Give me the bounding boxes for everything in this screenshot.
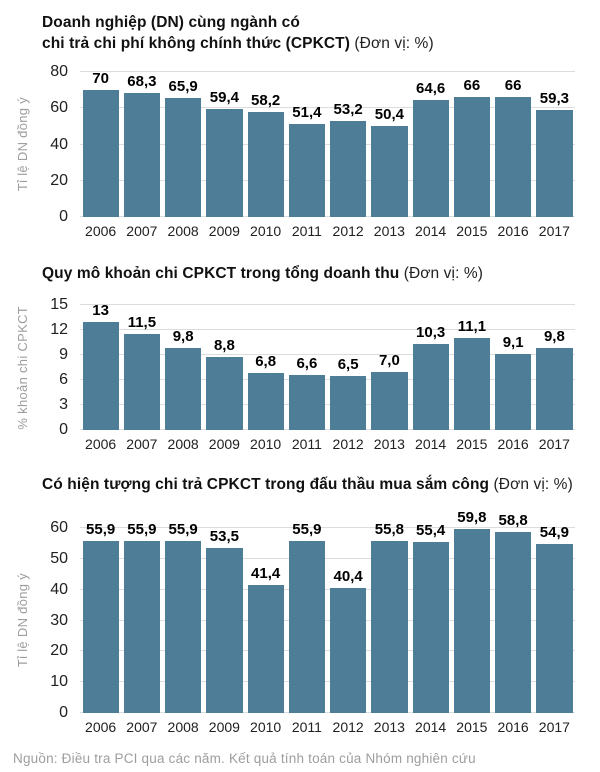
bar-slot-2010 (245, 72, 286, 217)
chart-cost-share-of-revenue (10, 263, 575, 452)
y-tick-label: 0 (59, 704, 68, 721)
chart-title-line (42, 263, 575, 284)
x-tick-label: 2017 (538, 436, 570, 452)
bar-2011 (289, 375, 325, 430)
y-axis-ticks (34, 296, 72, 438)
x-tick-label: 2011 (291, 223, 322, 239)
y-tick-label: 80 (50, 63, 68, 80)
bar-slot-2012 (328, 528, 369, 713)
bar-slot-2014 (410, 72, 451, 217)
bar-value-label: 58,8 (498, 511, 528, 529)
y-axis-ticks (34, 63, 72, 225)
x-tick-label: 2010 (250, 436, 282, 452)
chart-title-text: Quy mô khoản chi CPKCT trong tổng doanh thu (42, 265, 400, 282)
x-tick-label: 2013 (373, 436, 405, 452)
bar-value-label: 66 (463, 77, 481, 95)
x-tick-label: 2010 (250, 223, 282, 239)
y-axis-label (10, 305, 34, 430)
x-tick-label: 2011 (291, 719, 322, 735)
bar-2008 (165, 98, 201, 217)
bar-2013 (371, 126, 407, 217)
plot-row (10, 63, 575, 225)
x-tick-label: 2014 (415, 719, 447, 735)
bar-slot-2017 (534, 72, 575, 217)
x-tick-label: 2015 (456, 223, 488, 239)
x-tick-label: 2015 (456, 436, 488, 452)
y-tick-label: 9 (59, 346, 68, 363)
y-axis-ticks (34, 519, 72, 721)
bar-2017 (536, 348, 572, 430)
bar-value-label: 53,5 (209, 528, 239, 546)
bar-2009 (206, 109, 242, 217)
x-tick-label: 2007 (126, 436, 158, 452)
bar-2016 (495, 97, 531, 217)
bar-2010 (248, 585, 284, 713)
bar-2010 (248, 112, 284, 217)
source-note: Nguồn: Điều tra PCI qua các năm. Kết quả tính toán của Nhóm nghiên cứu (13, 751, 476, 766)
bar-slot-2012 (328, 72, 369, 217)
bar-value-label: 54,9 (539, 523, 569, 541)
bar-value-label: 66 (504, 77, 522, 95)
x-tick-label: 2008 (167, 223, 199, 239)
chart-title-text: Có hiện tượng chi trả CPKCT trong đấu thầu mua sắm công (42, 476, 490, 493)
chart-informal-costs-same-industry (10, 12, 575, 239)
bar-value-label: 55,9 (168, 520, 198, 538)
x-tick-label: 2012 (332, 719, 364, 735)
bar-value-label: 50,4 (374, 105, 404, 123)
x-tick-label: 2007 (126, 223, 158, 239)
x-tick-label: 2017 (538, 719, 570, 735)
bar-slot-2007 (121, 520, 162, 713)
bar-2008 (165, 348, 201, 430)
bar-value-label: 64,6 (416, 79, 446, 97)
x-tick-label: 2006 (85, 719, 117, 735)
bar-2016 (495, 532, 531, 713)
bar-slot-2009 (204, 528, 245, 713)
y-tick-label: 60 (50, 519, 68, 536)
bar-series (80, 508, 575, 713)
chart-title-line (42, 33, 575, 54)
bar-2015 (454, 338, 490, 431)
plot-area (80, 301, 575, 430)
bar-slot-2008 (163, 520, 204, 713)
bar-value-label: 55,8 (374, 520, 404, 538)
x-tick-label: 2015 (456, 719, 488, 735)
bar-slot-2013 (369, 520, 410, 713)
x-axis-spacer (10, 719, 80, 735)
bar-2006 (83, 90, 119, 217)
y-axis-label-text: Tỉ lệ DN đồng ý (14, 573, 30, 668)
bar-slot-2016 (493, 511, 534, 713)
x-tick-label: 2009 (208, 719, 240, 735)
bar-value-label: 41,4 (251, 565, 281, 583)
chart-title-unit: (Đơn vị: %) (489, 476, 573, 493)
bar-2012 (330, 588, 366, 713)
chart-title (42, 263, 575, 284)
x-tick-label: 2013 (373, 719, 405, 735)
bar-slot-2015 (451, 305, 492, 430)
bar-2010 (248, 373, 284, 430)
bar-value-label: 8,8 (213, 336, 235, 354)
x-tick-label: 2009 (208, 223, 240, 239)
y-tick-label: 20 (50, 171, 68, 189)
y-tick-label: 10 (50, 673, 68, 691)
bar-value-label: 59,8 (457, 508, 487, 526)
bar-slot-2008 (163, 305, 204, 430)
bar-2011 (289, 541, 325, 713)
bar-value-label: 53,2 (333, 100, 363, 118)
bar-slot-2017 (534, 523, 575, 713)
x-tick-label: 2012 (332, 436, 364, 452)
bar-slot-2006 (80, 72, 121, 217)
bar-series (80, 72, 575, 217)
chart-title (42, 12, 575, 54)
bar-value-label: 58,2 (251, 91, 281, 109)
y-tick-label: 6 (59, 371, 68, 388)
chart-title-line (42, 12, 575, 33)
bar-value-label: 10,3 (416, 324, 446, 342)
plot-area (80, 72, 575, 217)
bar-slot-2011 (286, 520, 327, 713)
bar-value-label: 55,9 (292, 520, 322, 538)
x-axis (10, 223, 575, 239)
x-tick-label: 2008 (167, 719, 199, 735)
bar-value-label: 55,9 (86, 520, 116, 538)
bar-slot-2015 (451, 72, 492, 217)
bar-2006 (83, 541, 119, 713)
bar-slot-2007 (121, 305, 162, 430)
bar-value-label: 11,1 (457, 317, 487, 335)
y-tick-label: 40 (50, 135, 68, 153)
x-tick-label: 2006 (85, 223, 117, 239)
bar-2014 (413, 100, 449, 217)
chart-title-text: chi trả chi phí không chính thức (CPKCT) (42, 35, 350, 52)
x-tick-label: 2016 (497, 436, 529, 452)
bar-2007 (124, 541, 160, 713)
x-tick-label: 2016 (497, 223, 529, 239)
bar-2006 (83, 322, 119, 430)
bar-value-label: 9,1 (502, 334, 524, 352)
x-axis-spacer (10, 436, 80, 452)
bar-2012 (330, 376, 366, 430)
bar-2011 (289, 124, 325, 217)
bar-2014 (413, 542, 449, 713)
bar-slot-2017 (534, 305, 575, 430)
bar-2017 (536, 544, 572, 713)
bar-slot-2010 (245, 528, 286, 713)
x-tick-label: 2008 (167, 436, 199, 452)
chart-title-text: Doanh nghiệp (DN) cùng ngành có (42, 14, 300, 31)
x-tick-label: 2014 (415, 436, 447, 452)
bar-2015 (454, 97, 490, 217)
x-axis-labels (80, 436, 575, 452)
bar-slot-2014 (410, 522, 451, 713)
bar-value-label: 7,0 (378, 351, 400, 369)
bar-value-label: 9,8 (543, 328, 565, 346)
x-tick-label: 2007 (126, 719, 158, 735)
y-tick-label: 12 (50, 321, 68, 338)
bar-2013 (371, 372, 407, 430)
x-tick-label: 2006 (85, 436, 117, 452)
chart-title-unit: (Đơn vị: %) (399, 265, 484, 282)
bar-series (80, 301, 575, 430)
bar-slot-2011 (286, 72, 327, 217)
x-tick-label: 2014 (415, 223, 447, 239)
y-tick-label: 0 (59, 208, 68, 225)
bar-value-label: 9,8 (172, 328, 194, 346)
y-tick-label: 20 (50, 642, 68, 660)
y-axis-label-text: Tỉ lệ DN đồng ý (14, 97, 30, 192)
x-tick-label: 2013 (373, 223, 405, 239)
bar-slot-2006 (80, 520, 121, 713)
bar-2015 (454, 529, 490, 713)
bar-2012 (330, 121, 366, 217)
y-tick-label: 15 (50, 296, 68, 313)
bar-slot-2015 (451, 508, 492, 713)
bar-2014 (413, 344, 449, 430)
bar-slot-2013 (369, 305, 410, 430)
bar-value-label: 59,3 (539, 89, 569, 107)
plot-row (10, 508, 575, 721)
bar-value-label: 11,5 (127, 314, 157, 332)
y-tick-label: 3 (59, 396, 68, 413)
x-axis (10, 436, 575, 452)
x-tick-label: 2017 (538, 223, 570, 239)
y-tick-label: 40 (50, 580, 68, 598)
bar-value-label: 6,5 (337, 355, 359, 373)
bar-2016 (495, 354, 531, 430)
y-tick-label: 60 (50, 99, 68, 117)
plot-area (80, 508, 575, 713)
bar-value-label: 40,4 (333, 568, 363, 586)
y-tick-label: 50 (50, 549, 68, 567)
bar-value-label: 59,4 (209, 89, 239, 107)
chart-title (42, 474, 575, 495)
bar-2007 (124, 334, 160, 430)
y-tick-label: 30 (50, 611, 68, 629)
x-axis-spacer (10, 223, 80, 239)
y-axis-label (10, 72, 34, 217)
x-tick-label: 2011 (291, 436, 322, 452)
y-axis-label (10, 528, 34, 713)
x-tick-label: 2010 (250, 719, 282, 735)
bar-slot-2007 (121, 72, 162, 217)
bar-value-label: 13 (92, 301, 109, 319)
bar-2007 (124, 93, 160, 217)
x-axis-labels (80, 223, 575, 239)
bar-value-label: 65,9 (168, 77, 198, 95)
bar-value-label: 6,8 (255, 353, 277, 371)
x-tick-label: 2016 (497, 719, 529, 735)
bar-2013 (371, 541, 407, 713)
y-axis-label-text: % khoản chi CPKCT (14, 305, 30, 430)
x-tick-label: 2012 (332, 223, 364, 239)
bar-value-label: 55,4 (416, 522, 446, 540)
bar-value-label: 6,6 (296, 355, 318, 372)
chart-title-line (42, 474, 575, 495)
bar-2008 (165, 541, 201, 713)
bar-value-label: 51,4 (292, 103, 322, 121)
bar-value-label: 68,3 (127, 73, 157, 91)
x-axis-labels (80, 719, 575, 735)
bar-2017 (536, 110, 572, 217)
chart-title-unit: (Đơn vị: %) (350, 35, 434, 52)
chart-public-procurement-payments (10, 474, 575, 735)
bar-slot-2016 (493, 305, 534, 430)
bar-value-label: 70 (92, 70, 109, 88)
plot-row (10, 296, 575, 438)
y-tick-label: 0 (59, 421, 68, 438)
x-tick-label: 2009 (208, 436, 240, 452)
bar-value-label: 55,9 (127, 520, 157, 538)
x-axis (10, 719, 575, 735)
